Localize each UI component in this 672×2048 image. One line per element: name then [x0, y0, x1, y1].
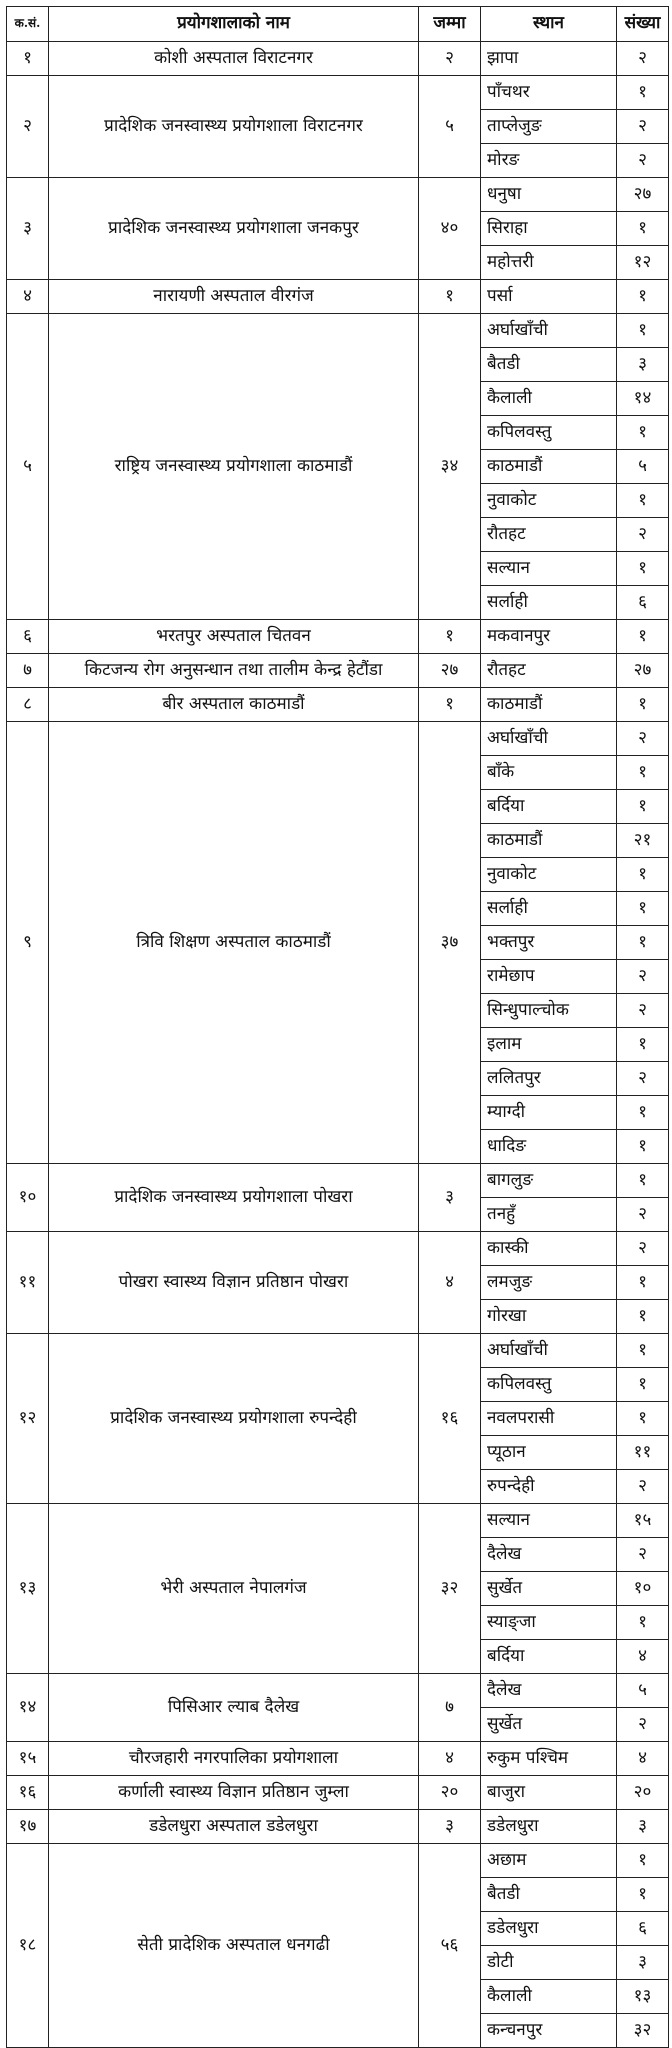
- location-cell: भक्तपुर: [481, 926, 617, 960]
- table-row: [7, 280, 669, 314]
- count-cell: ५: [617, 450, 669, 484]
- count-cell: १५: [617, 1504, 669, 1538]
- total-cell: ४: [419, 1232, 481, 1334]
- location-cell: काठमाडौं: [481, 688, 617, 722]
- location-cell: नवलपरासी: [481, 1402, 617, 1436]
- count-cell: ३: [617, 1946, 669, 1980]
- lab-name-cell: त्रिवि शिक्षण अस्पताल काठमाडौं: [49, 722, 419, 1164]
- count-cell: ४: [617, 1742, 669, 1776]
- location-cell: सल्यान: [481, 552, 617, 586]
- lab-results-table: [6, 6, 669, 2048]
- total-cell: १: [419, 620, 481, 654]
- location-cell: प्यूठान: [481, 1436, 617, 1470]
- lab-name-cell: प्रादेशिक जनस्वास्थ्य प्रयोगशाला रुपन्देही: [49, 1334, 419, 1504]
- count-cell: २: [617, 1062, 669, 1096]
- location-cell: लमजुङ: [481, 1266, 617, 1300]
- location-cell: बर्दिया: [481, 790, 617, 824]
- location-cell: सिराहा: [481, 212, 617, 246]
- serial-number-cell: ९: [7, 722, 49, 1164]
- location-cell: कपिलवस्तु: [481, 416, 617, 450]
- lab-name-cell: भेरी अस्पताल नेपालगंज: [49, 1504, 419, 1674]
- count-cell: २: [617, 1708, 669, 1742]
- lab-name-cell: प्रादेशिक जनस्वास्थ्य प्रयोगशाला जनकपुर: [49, 178, 419, 280]
- total-cell: ५: [419, 76, 481, 178]
- count-cell: १: [617, 212, 669, 246]
- header-location: स्थान: [481, 7, 617, 42]
- serial-number-cell: ३: [7, 178, 49, 280]
- header-lab-name: प्रयोगशालाको नाम: [49, 7, 419, 42]
- lab-name-cell: प्रादेशिक जनस्वास्थ्य प्रयोगशाला विराटनगर: [49, 76, 419, 178]
- count-cell: २: [617, 518, 669, 552]
- lab-name-cell: कर्णाली स्वास्थ्य विज्ञान प्रतिष्ठान जुम्ला: [49, 1776, 419, 1810]
- location-cell: स्याङ्जा: [481, 1606, 617, 1640]
- total-cell: ४: [419, 1742, 481, 1776]
- count-cell: ६: [617, 1912, 669, 1946]
- serial-number-cell: २: [7, 76, 49, 178]
- total-cell: २०: [419, 1776, 481, 1810]
- count-cell: ४: [617, 1640, 669, 1674]
- count-cell: १: [617, 1164, 669, 1198]
- location-cell: सिन्धुपाल्चोक: [481, 994, 617, 1028]
- table-row: [7, 688, 669, 722]
- lab-name-cell: नारायणी अस्पताल वीरगंज: [49, 280, 419, 314]
- count-cell: ३: [617, 348, 669, 382]
- lab-name-cell: डडेलधुरा अस्पताल डडेलधुरा: [49, 1810, 419, 1844]
- table-row: [7, 1164, 669, 1198]
- lab-name-cell: किटजन्य रोग अनुसन्धान तथा तालीम केन्द्र हेटौंडा: [49, 654, 419, 688]
- count-cell: २: [617, 960, 669, 994]
- table-row: [7, 314, 669, 348]
- serial-number-cell: ११: [7, 1232, 49, 1334]
- location-cell: सुर्खेत: [481, 1572, 617, 1606]
- location-cell: इलाम: [481, 1028, 617, 1062]
- table-row: [7, 722, 669, 756]
- count-cell: १: [617, 416, 669, 450]
- location-cell: नुवाकोट: [481, 858, 617, 892]
- location-cell: अर्घाखाँची: [481, 1334, 617, 1368]
- location-cell: रुकुम पश्चिम: [481, 1742, 617, 1776]
- lab-name-cell: भरतपुर अस्पताल चितवन: [49, 620, 419, 654]
- location-cell: अर्घाखाँची: [481, 722, 617, 756]
- count-cell: १: [617, 1878, 669, 1912]
- count-cell: १२: [617, 246, 669, 280]
- serial-number-cell: १७: [7, 1810, 49, 1844]
- count-cell: २: [617, 1198, 669, 1232]
- location-cell: कन्चनपुर: [481, 2014, 617, 2048]
- location-cell: धादिङ: [481, 1130, 617, 1164]
- total-cell: ३: [419, 1164, 481, 1232]
- serial-number-cell: ४: [7, 280, 49, 314]
- count-cell: २: [617, 110, 669, 144]
- location-cell: कास्की: [481, 1232, 617, 1266]
- serial-number-cell: ५: [7, 314, 49, 620]
- location-cell: बाजुरा: [481, 1776, 617, 1810]
- count-cell: २७: [617, 654, 669, 688]
- lab-name-cell: सेती प्रादेशिक अस्पताल धनगढी: [49, 1844, 419, 2048]
- location-cell: बैतडी: [481, 348, 617, 382]
- table-row: [7, 1742, 669, 1776]
- count-cell: १४: [617, 382, 669, 416]
- location-cell: तनहुँ: [481, 1198, 617, 1232]
- count-cell: १: [617, 1300, 669, 1334]
- location-cell: ताप्लेजुङ: [481, 110, 617, 144]
- table-row: [7, 1844, 669, 1878]
- location-cell: सुर्खेत: [481, 1708, 617, 1742]
- count-cell: ५: [617, 1674, 669, 1708]
- total-cell: २: [419, 42, 481, 76]
- location-cell: काठमाडौं: [481, 450, 617, 484]
- location-cell: महोत्तरी: [481, 246, 617, 280]
- location-cell: बैतडी: [481, 1878, 617, 1912]
- count-cell: १३: [617, 1980, 669, 2014]
- header-count: संख्या: [617, 7, 669, 42]
- count-cell: ११: [617, 1436, 669, 1470]
- total-cell: ३७: [419, 722, 481, 1164]
- serial-number-cell: ६: [7, 620, 49, 654]
- location-cell: डोटी: [481, 1946, 617, 1980]
- serial-number-cell: १२: [7, 1334, 49, 1504]
- location-cell: मोरङ: [481, 144, 617, 178]
- total-cell: ३४: [419, 314, 481, 620]
- lab-name-cell: पोखरा स्वास्थ्य विज्ञान प्रतिष्ठान पोखरा: [49, 1232, 419, 1334]
- serial-number-cell: १६: [7, 1776, 49, 1810]
- header-row: [7, 7, 669, 42]
- location-cell: धनुषा: [481, 178, 617, 212]
- location-cell: बागलुङ: [481, 1164, 617, 1198]
- table-row: [7, 1810, 669, 1844]
- serial-number-cell: १८: [7, 1844, 49, 2048]
- location-cell: सर्लाही: [481, 892, 617, 926]
- location-cell: रौतहट: [481, 518, 617, 552]
- location-cell: झापा: [481, 42, 617, 76]
- lab-name-cell: राष्ट्रिय जनस्वास्थ्य प्रयोगशाला काठमाडौं: [49, 314, 419, 620]
- table-row: [7, 42, 669, 76]
- count-cell: १: [617, 1266, 669, 1300]
- count-cell: १०: [617, 1572, 669, 1606]
- serial-number-cell: १३: [7, 1504, 49, 1674]
- header-serial-number: क.सं.: [7, 7, 49, 42]
- total-cell: १६: [419, 1334, 481, 1504]
- count-cell: १: [617, 1096, 669, 1130]
- location-cell: डडेलधुरा: [481, 1912, 617, 1946]
- table-row: [7, 1334, 669, 1368]
- total-cell: ४०: [419, 178, 481, 280]
- count-cell: १: [617, 1402, 669, 1436]
- count-cell: २: [617, 1470, 669, 1504]
- table-row: [7, 1776, 669, 1810]
- count-cell: १: [617, 484, 669, 518]
- count-cell: १: [617, 688, 669, 722]
- location-cell: सल्यान: [481, 1504, 617, 1538]
- lab-name-cell: बीर अस्पताल काठमाडौं: [49, 688, 419, 722]
- total-cell: १: [419, 688, 481, 722]
- location-cell: कैलाली: [481, 1980, 617, 2014]
- location-cell: नुवाकोट: [481, 484, 617, 518]
- count-cell: ३: [617, 1810, 669, 1844]
- location-cell: अछाम: [481, 1844, 617, 1878]
- location-cell: रामेछाप: [481, 960, 617, 994]
- location-cell: रुपन्देही: [481, 1470, 617, 1504]
- location-cell: डडेलधुरा: [481, 1810, 617, 1844]
- total-cell: ७: [419, 1674, 481, 1742]
- count-cell: १: [617, 892, 669, 926]
- location-cell: दैलेख: [481, 1674, 617, 1708]
- total-cell: १: [419, 280, 481, 314]
- lab-name-cell: प्रादेशिक जनस्वास्थ्य प्रयोगशाला पोखरा: [49, 1164, 419, 1232]
- count-cell: १: [617, 552, 669, 586]
- count-cell: १: [617, 620, 669, 654]
- table-row: [7, 654, 669, 688]
- location-cell: कपिलवस्तु: [481, 1368, 617, 1402]
- location-cell: गोरखा: [481, 1300, 617, 1334]
- count-cell: १: [617, 1606, 669, 1640]
- total-cell: ३२: [419, 1504, 481, 1674]
- count-cell: १: [617, 756, 669, 790]
- location-cell: म्याग्दी: [481, 1096, 617, 1130]
- count-cell: १: [617, 314, 669, 348]
- count-cell: १: [617, 1028, 669, 1062]
- serial-number-cell: १४: [7, 1674, 49, 1742]
- table-body: [7, 42, 669, 2048]
- location-cell: बाँके: [481, 756, 617, 790]
- count-cell: २: [617, 994, 669, 1028]
- count-cell: १: [617, 1334, 669, 1368]
- count-cell: २: [617, 42, 669, 76]
- count-cell: २१: [617, 824, 669, 858]
- table-row: [7, 76, 669, 110]
- location-cell: दैलेख: [481, 1538, 617, 1572]
- location-cell: काठमाडौं: [481, 824, 617, 858]
- table-row: [7, 178, 669, 212]
- serial-number-cell: ८: [7, 688, 49, 722]
- count-cell: २: [617, 722, 669, 756]
- location-cell: ललितपुर: [481, 1062, 617, 1096]
- count-cell: १: [617, 76, 669, 110]
- count-cell: २०: [617, 1776, 669, 1810]
- table-row: [7, 1674, 669, 1708]
- location-cell: अर्घाखाँची: [481, 314, 617, 348]
- lab-name-cell: कोशी अस्पताल विराटनगर: [49, 42, 419, 76]
- header-total: जम्मा: [419, 7, 481, 42]
- serial-number-cell: ७: [7, 654, 49, 688]
- location-cell: पर्सा: [481, 280, 617, 314]
- serial-number-cell: १०: [7, 1164, 49, 1232]
- total-cell: २७: [419, 654, 481, 688]
- location-cell: बर्दिया: [481, 1640, 617, 1674]
- count-cell: १: [617, 926, 669, 960]
- count-cell: २७: [617, 178, 669, 212]
- table-row: [7, 620, 669, 654]
- total-cell: ५६: [419, 1844, 481, 2048]
- table-row: [7, 1232, 669, 1266]
- count-cell: १: [617, 858, 669, 892]
- count-cell: २: [617, 1538, 669, 1572]
- serial-number-cell: १५: [7, 1742, 49, 1776]
- lab-name-cell: चौरजहारी नगरपालिका प्रयोगशाला: [49, 1742, 419, 1776]
- count-cell: १: [617, 1368, 669, 1402]
- count-cell: १: [617, 1130, 669, 1164]
- total-cell: ३: [419, 1810, 481, 1844]
- location-cell: सर्लाही: [481, 586, 617, 620]
- table-row: [7, 1504, 669, 1538]
- count-cell: १: [617, 280, 669, 314]
- lab-name-cell: पिसिआर ल्याब दैलेख: [49, 1674, 419, 1742]
- location-cell: पाँचथर: [481, 76, 617, 110]
- location-cell: मकवानपुर: [481, 620, 617, 654]
- count-cell: २: [617, 1232, 669, 1266]
- location-cell: रौतहट: [481, 654, 617, 688]
- count-cell: १: [617, 790, 669, 824]
- serial-number-cell: १: [7, 42, 49, 76]
- count-cell: २: [617, 144, 669, 178]
- count-cell: १: [617, 1844, 669, 1878]
- count-cell: ३२: [617, 2014, 669, 2048]
- location-cell: कैलाली: [481, 382, 617, 416]
- count-cell: ६: [617, 586, 669, 620]
